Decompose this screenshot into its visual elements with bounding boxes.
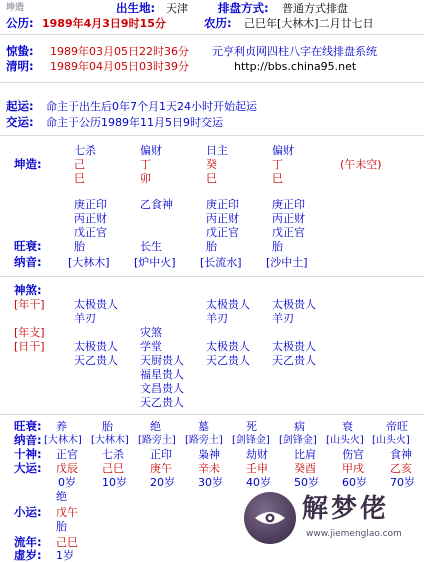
pillar-god-hour: 偏财 (272, 144, 294, 157)
shensha-item: 太极贵人 (272, 298, 316, 311)
dayun-ganzhi: 癸酉 (294, 462, 316, 475)
dayun-nayin: [山头火] (372, 435, 410, 446)
xusui-label: 虚岁: (14, 548, 42, 562)
pillar-god-year: 七杀 (74, 144, 96, 157)
dayun-wangshuai: 墓 (198, 420, 209, 433)
dayun-ganzhi: 戊辰 (56, 462, 78, 475)
shensha-item: 福星贵人 (140, 368, 184, 381)
liunian-label: 流年: (14, 535, 42, 549)
dayun-wangshuai: 病 (294, 420, 305, 433)
dayun-shishen: 七杀 (102, 448, 124, 461)
hidden-stem: 戊正官 (206, 226, 239, 239)
shensha-title: 神煞: (14, 283, 42, 297)
hidden-stem: 戊正官 (272, 226, 305, 239)
site-url-link[interactable]: http://bbs.china95.net (234, 60, 357, 73)
dayun-ganzhi: 乙亥 (390, 462, 412, 475)
dayun-nayin-label: 纳音: (14, 433, 42, 447)
shensha-nian-label: [年干] (14, 298, 45, 311)
qingming-label: 清明: (6, 59, 34, 73)
empty-note: (午未空) (340, 158, 382, 171)
jingzhe-label: 惊蛰: (6, 44, 34, 58)
hidden-stem: 庚正印 (206, 198, 239, 211)
birthplace-value: 天津 (166, 2, 188, 15)
shensha-item: 天乙贵人 (272, 354, 316, 367)
dayun-age: 0岁 (58, 476, 76, 489)
dayun-nayin: [剑锋金] (279, 435, 317, 446)
eye-icon (254, 510, 286, 526)
dayun-shishen-label: 十神: (14, 447, 42, 461)
logo-emblem (244, 492, 296, 544)
jingzhe-value: 1989年03月05日22时36分 (50, 45, 189, 58)
dayun-age: 70岁 (390, 476, 415, 489)
hidden-stem: 乙食神 (140, 198, 173, 211)
shensha-item: 天乙贵人 (206, 354, 250, 367)
hidden-stem: 庚正印 (272, 198, 305, 211)
dayun-extra-wangshuai: 绝 (56, 490, 67, 503)
qiyun-label: 起运: (6, 99, 34, 113)
hidden-stem: 丙正财 (74, 212, 107, 225)
dayun-label: 大运: (14, 461, 42, 475)
dayun-ganzhi: 辛未 (198, 462, 220, 475)
dayun-nayin: [剑锋金] (232, 435, 270, 446)
dayun-nayin: [路旁土] (185, 435, 223, 446)
nayin-value: [沙中土] (266, 256, 308, 269)
site-title: 元亨利贞网四柱八字在线排盘系统 (212, 45, 377, 58)
pillar-branch-day: 巳 (206, 172, 217, 185)
xiaoyun-value: 戊午 (56, 506, 78, 519)
dayun-shishen: 劫财 (246, 448, 268, 461)
watermark-logo (244, 490, 416, 550)
dayun-wangshuai-label: 旺衰: (14, 419, 42, 433)
dayun-ganzhi: 壬申 (246, 462, 268, 475)
shensha-item: 灾煞 (140, 326, 162, 339)
nayin-value: [大林木] (68, 256, 110, 269)
dayun-age: 60岁 (342, 476, 367, 489)
dayun-shishen: 正官 (56, 448, 78, 461)
wangshuai-value: 长生 (140, 240, 162, 253)
shensha-item: 文昌贵人 (140, 382, 184, 395)
dayun-age: 20岁 (150, 476, 175, 489)
shensha-item: 羊刃 (272, 312, 294, 325)
dayun-nayin: [山头火] (326, 435, 364, 446)
shensha-item: 羊刃 (206, 312, 228, 325)
shensha-item: 太极贵人 (206, 340, 250, 353)
dayun-ganzhi: 庚午 (150, 462, 172, 475)
shensha-item: 天乙贵人 (74, 354, 118, 367)
shensha-item: 太极贵人 (74, 340, 118, 353)
solar-date-label: 公历: (6, 16, 34, 30)
wangshuai-label: 旺衰: (14, 239, 42, 253)
dayun-wangshuai: 养 (56, 420, 67, 433)
qingming-value: 1989年04月05日03时39分 (50, 60, 189, 73)
divider (0, 414, 424, 415)
dayun-shishen: 比肩 (294, 448, 316, 461)
divider (0, 135, 424, 136)
liunian-value: 己巳 (56, 536, 78, 549)
pillars-row-label: 坤造: (14, 157, 42, 171)
lunar-date-value: 己巳年[大林木]二月廿七日 (244, 17, 374, 30)
dayun-wangshuai: 胎 (102, 420, 113, 433)
dayun-nayin: [大林木] (91, 435, 129, 446)
dayun-age: 50岁 (294, 476, 319, 489)
wangshuai-value: 胎 (206, 240, 217, 253)
hidden-stem: 丙正财 (206, 212, 239, 225)
wangshuai-value: 胎 (272, 240, 283, 253)
dayun-age: 10岁 (102, 476, 127, 489)
hidden-stem: 戊正官 (74, 226, 107, 239)
dayun-nayin: [大林木] (44, 435, 82, 446)
pillar-branch-month: 卯 (140, 172, 151, 185)
method-label: 排盘方式: (218, 1, 269, 15)
pillar-stem-day: 癸 (206, 158, 217, 171)
dayun-wangshuai: 衰 (342, 420, 353, 433)
hidden-stem: 丙正财 (272, 212, 305, 225)
pillar-god-day: 日主 (206, 144, 228, 157)
dayun-wangshuai: 帝旺 (386, 420, 408, 433)
birthplace-label: 出生地: (116, 1, 156, 15)
shensha-item: 学堂 (140, 340, 162, 353)
dayun-shishen: 正印 (150, 448, 172, 461)
dayun-shishen: 食神 (390, 448, 412, 461)
pillar-branch-hour: 巳 (272, 172, 283, 185)
shensha-rigan-label: [日干] (14, 340, 45, 353)
lunar-date-label: 农历: (204, 16, 232, 30)
hidden-stem: 庚正印 (74, 198, 107, 211)
pillar-stem-month: 丁 (140, 158, 151, 171)
shensha-item: 太极贵人 (272, 340, 316, 353)
pillar-branch-year: 巳 (74, 172, 85, 185)
method-value: 普通方式排盘 (282, 2, 348, 15)
gender-label: 坤造 (6, 3, 25, 13)
dayun-age: 30岁 (198, 476, 223, 489)
logo-url: www.jiemenglao.com (306, 529, 402, 539)
dayun-ganzhi: 甲戌 (342, 462, 364, 475)
jiaoyun-text: 命主于公历1989年11月5日9时交运 (46, 116, 223, 129)
divider (0, 82, 424, 83)
shensha-item: 太极贵人 (206, 298, 250, 311)
shensha-nianzhi-label: [年支] (14, 326, 45, 339)
dayun-wangshuai: 绝 (150, 420, 161, 433)
xiaoyun-wangshuai: 胎 (56, 520, 67, 533)
xusui-value: 1岁 (56, 549, 74, 562)
shensha-item: 羊刃 (74, 312, 96, 325)
nayin-value: [长流水] (200, 256, 242, 269)
xiaoyun-label: 小运: (14, 505, 42, 519)
jiaoyun-label: 交运: (6, 115, 34, 129)
qiyun-text: 命主于出生后0年7个月1天24小时开始起运 (46, 100, 257, 113)
shensha-item: 天乙贵人 (140, 396, 184, 409)
shensha-item: 天厨贵人 (140, 354, 184, 367)
dayun-shishen: 伤官 (342, 448, 364, 461)
pillar-god-month: 偏财 (140, 144, 162, 157)
dayun-shishen: 枭神 (198, 448, 220, 461)
dayun-ganzhi: 己巳 (102, 462, 124, 475)
logo-title: 解梦佬 (302, 494, 390, 524)
wangshuai-value: 胎 (74, 240, 85, 253)
nayin-value: [炉中火] (134, 256, 176, 269)
nayin-label: 纳音: (14, 255, 42, 269)
dayun-nayin: [路旁土] (138, 435, 176, 446)
solar-date-value: 1989年4月3日9时15分 (42, 17, 166, 30)
divider (0, 276, 424, 277)
dayun-wangshuai: 死 (246, 420, 257, 433)
pillar-stem-hour: 丁 (272, 158, 283, 171)
pillar-stem-year: 己 (74, 158, 85, 171)
dayun-age: 40岁 (246, 476, 271, 489)
divider (0, 34, 424, 35)
shensha-item: 太极贵人 (74, 298, 118, 311)
